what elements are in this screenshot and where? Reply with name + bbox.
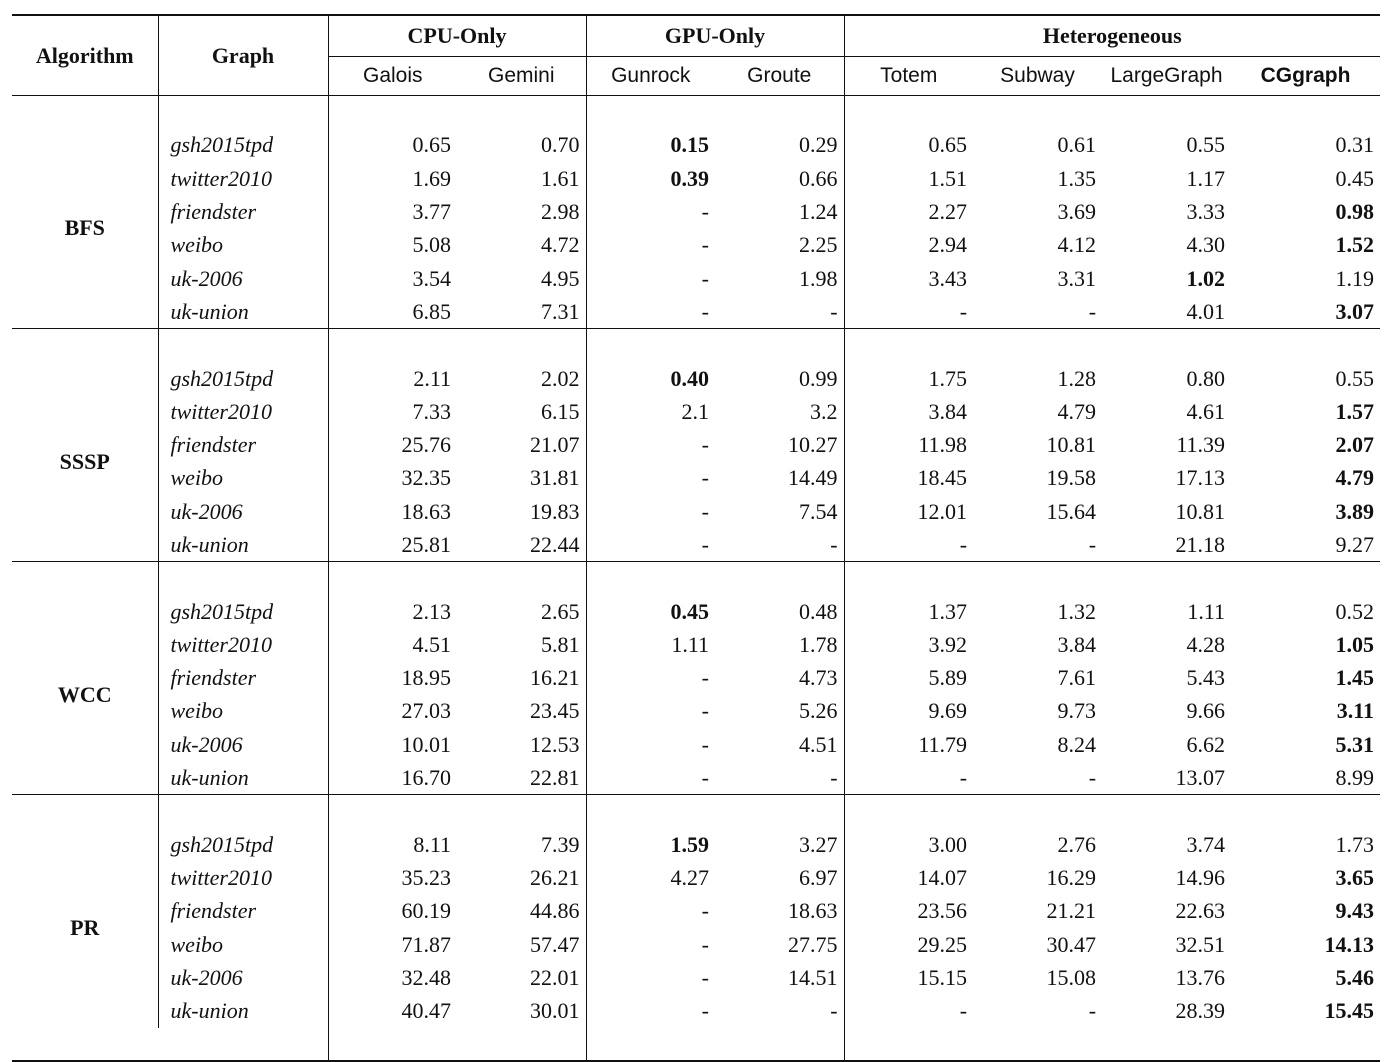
graph-name: friendster xyxy=(158,428,328,461)
runtime-cell: - xyxy=(959,298,968,324)
runtime-cell: 10.81 xyxy=(1175,498,1226,524)
runtime-cell: 15.45 xyxy=(1324,998,1375,1024)
runtime-cell: - xyxy=(1088,998,1097,1024)
runtime-cell: 31.81 xyxy=(457,462,586,495)
runtime-cell: 3.69 xyxy=(1057,199,1097,225)
runtime-cell: 1.11 xyxy=(1187,598,1226,624)
runtime-cell: 3.43 xyxy=(928,265,968,291)
runtime-cell: - xyxy=(701,764,709,790)
runtime-cell: 22.81 xyxy=(457,761,586,794)
runtime-cell: 3.65 xyxy=(1335,864,1375,890)
graph-name: twitter2010 xyxy=(158,395,328,428)
runtime-cell: 4.61 xyxy=(1186,398,1226,424)
runtime-cell: 4.30 xyxy=(1186,232,1226,258)
runtime-cell: 4.73 xyxy=(715,662,844,695)
runtime-cell: 18.95 xyxy=(401,665,451,691)
table-row xyxy=(12,995,1380,1028)
runtime-cell: 8.24 xyxy=(1057,731,1097,757)
runtime-cell: 2.94 xyxy=(928,232,968,258)
runtime-cell: 5.89 xyxy=(928,665,968,691)
runtime-cell: 2.76 xyxy=(1057,831,1097,857)
runtime-cell: 6.85 xyxy=(412,298,451,324)
table-row xyxy=(12,162,1380,195)
runtime-cell: 18.45 xyxy=(917,465,968,491)
table-row xyxy=(12,395,1380,428)
runtime-cell: 7.31 xyxy=(457,295,586,328)
header-group-heterogeneous: Heterogeneous xyxy=(844,15,1380,57)
runtime-cell: 4.27 xyxy=(670,864,709,890)
runtime-comparison-table xyxy=(12,14,1380,1062)
runtime-cell: 4.51 xyxy=(412,631,451,657)
runtime-cell: 15.64 xyxy=(1046,498,1097,524)
section-spacer xyxy=(12,562,1380,595)
runtime-cell: 1.28 xyxy=(1057,365,1097,391)
runtime-cell: 0.29 xyxy=(715,129,844,162)
header-system: Subway xyxy=(1000,64,1075,87)
runtime-cell: 3.84 xyxy=(1057,631,1097,657)
runtime-cell: 0.48 xyxy=(715,595,844,628)
runtime-cell: 14.07 xyxy=(917,864,968,890)
results-table-container xyxy=(12,14,1380,1062)
table-row xyxy=(12,761,1380,794)
runtime-cell: - xyxy=(701,265,709,291)
runtime-cell: 32.48 xyxy=(401,964,451,990)
runtime-cell: - xyxy=(701,298,709,324)
table-row xyxy=(12,895,1380,928)
runtime-cell: 71.87 xyxy=(401,931,451,957)
runtime-cell: 0.55 xyxy=(1335,365,1375,391)
table-row xyxy=(12,195,1380,228)
runtime-cell: 0.70 xyxy=(457,129,586,162)
runtime-cell: 2.07 xyxy=(1335,432,1375,458)
runtime-cell: - xyxy=(715,995,844,1028)
header-system: LargeGraph xyxy=(1110,64,1223,87)
graph-name: gsh2015tpd xyxy=(158,362,328,395)
table-body xyxy=(12,96,1380,1062)
runtime-cell: 5.26 xyxy=(715,695,844,728)
runtime-cell: 1.51 xyxy=(928,165,968,191)
runtime-cell: 7.54 xyxy=(715,495,844,528)
runtime-cell: 8.11 xyxy=(413,831,451,857)
runtime-cell: 1.75 xyxy=(928,365,968,391)
runtime-cell: 12.01 xyxy=(917,498,968,524)
runtime-cell: 1.69 xyxy=(412,165,451,191)
runtime-cell: 18.63 xyxy=(401,498,451,524)
runtime-cell: 3.92 xyxy=(928,631,968,657)
runtime-cell: 14.96 xyxy=(1175,864,1226,890)
runtime-cell: - xyxy=(715,295,844,328)
graph-name: twitter2010 xyxy=(158,162,328,195)
table-row xyxy=(12,428,1380,461)
table-row xyxy=(12,229,1380,262)
graph-name: weibo xyxy=(158,229,328,262)
runtime-cell: 4.12 xyxy=(1057,232,1097,258)
runtime-cell: 25.76 xyxy=(401,432,451,458)
table-row xyxy=(12,662,1380,695)
runtime-cell: 1.98 xyxy=(715,262,844,295)
runtime-cell: 19.58 xyxy=(1046,465,1097,491)
graph-name: weibo xyxy=(158,928,328,961)
runtime-cell: 4.79 xyxy=(1335,465,1375,491)
runtime-cell: 0.55 xyxy=(1186,132,1226,158)
graph-name: friendster xyxy=(158,662,328,695)
runtime-cell: 0.65 xyxy=(928,132,968,158)
runtime-cell: - xyxy=(1088,298,1097,324)
runtime-cell: 16.29 xyxy=(1046,864,1097,890)
runtime-cell: 9.73 xyxy=(1057,698,1097,724)
graph-name: friendster xyxy=(158,895,328,928)
runtime-cell: 15.15 xyxy=(917,964,968,990)
header-system: Totem xyxy=(880,64,938,87)
runtime-cell: 5.08 xyxy=(412,232,451,258)
runtime-cell: 0.66 xyxy=(715,162,844,195)
runtime-cell: 11.79 xyxy=(918,731,968,757)
runtime-cell: 9.27 xyxy=(1335,531,1375,557)
section-spacer xyxy=(12,96,1380,129)
runtime-cell: 2.1 xyxy=(681,398,709,424)
runtime-cell: 11.39 xyxy=(1176,432,1226,458)
runtime-cell: 23.56 xyxy=(917,898,968,924)
runtime-cell: 11.98 xyxy=(918,432,968,458)
runtime-cell: 14.51 xyxy=(715,961,844,994)
runtime-cell: 27.75 xyxy=(715,928,844,961)
section-spacer xyxy=(12,329,1380,362)
runtime-cell: 23.45 xyxy=(457,695,586,728)
runtime-cell: - xyxy=(715,528,844,561)
header-algorithm: Algorithm xyxy=(12,15,158,96)
runtime-cell: 3.84 xyxy=(928,398,968,424)
graph-name: friendster xyxy=(158,195,328,228)
runtime-cell: - xyxy=(701,498,709,524)
runtime-cell: 4.95 xyxy=(457,262,586,295)
runtime-cell: 22.44 xyxy=(457,528,586,561)
runtime-cell: 2.13 xyxy=(412,598,451,624)
runtime-cell: 1.24 xyxy=(715,195,844,228)
runtime-cell: 6.97 xyxy=(715,861,844,894)
runtime-cell: 3.2 xyxy=(715,395,844,428)
runtime-cell: 5.43 xyxy=(1186,665,1226,691)
runtime-cell: 1.52 xyxy=(1335,232,1375,258)
runtime-cell: 9.69 xyxy=(928,698,968,724)
runtime-cell: - xyxy=(715,761,844,794)
table-row xyxy=(12,928,1380,961)
runtime-cell: 32.35 xyxy=(401,465,451,491)
algorithm-label: PR xyxy=(12,828,158,1028)
runtime-cell: 57.47 xyxy=(457,928,586,961)
runtime-cell: 1.73 xyxy=(1335,831,1375,857)
graph-name: gsh2015tpd xyxy=(158,129,328,162)
runtime-cell: 16.70 xyxy=(401,764,451,790)
graph-name: weibo xyxy=(158,695,328,728)
runtime-cell: 0.40 xyxy=(670,365,709,391)
graph-name: uk-2006 xyxy=(158,495,328,528)
header-group-gpu: GPU-Only xyxy=(586,15,844,57)
runtime-cell: 16.21 xyxy=(457,662,586,695)
runtime-cell: 10.01 xyxy=(401,731,451,757)
table-row xyxy=(12,495,1380,528)
runtime-cell: 32.51 xyxy=(1175,931,1226,957)
table-row xyxy=(12,695,1380,728)
runtime-cell: 1.05 xyxy=(1335,631,1375,657)
graph-name: twitter2010 xyxy=(158,861,328,894)
runtime-cell: 17.13 xyxy=(1175,465,1226,491)
runtime-cell: 13.07 xyxy=(1175,764,1226,790)
runtime-cell: 0.99 xyxy=(715,362,844,395)
runtime-cell: 2.25 xyxy=(715,229,844,262)
table-row xyxy=(12,462,1380,495)
table-row xyxy=(12,861,1380,894)
runtime-cell: 30.47 xyxy=(1046,931,1097,957)
table-row xyxy=(12,295,1380,328)
runtime-cell: 0.98 xyxy=(1335,199,1375,225)
runtime-cell: 3.27 xyxy=(715,828,844,861)
runtime-cell: 3.07 xyxy=(1335,298,1375,324)
header-system: Gemini xyxy=(457,57,586,96)
runtime-cell: 0.80 xyxy=(1186,365,1226,391)
runtime-cell: 2.02 xyxy=(457,362,586,395)
runtime-cell: 3.00 xyxy=(928,831,968,857)
runtime-cell: 2.27 xyxy=(928,199,968,225)
runtime-cell: 28.39 xyxy=(1175,998,1226,1024)
runtime-cell: 0.52 xyxy=(1335,598,1375,624)
runtime-cell: 1.11 xyxy=(671,631,709,657)
runtime-cell: 0.65 xyxy=(412,132,451,158)
runtime-cell: 1.32 xyxy=(1057,598,1097,624)
runtime-cell: - xyxy=(701,665,709,691)
runtime-cell: 21.07 xyxy=(457,428,586,461)
table-row xyxy=(12,961,1380,994)
runtime-cell: 3.33 xyxy=(1186,199,1226,225)
header-system-cggraph: CGgraph xyxy=(1260,64,1351,87)
runtime-cell: 10.27 xyxy=(715,428,844,461)
graph-name: uk-union xyxy=(158,295,328,328)
runtime-cell: 8.99 xyxy=(1335,764,1375,790)
runtime-cell: 9.43 xyxy=(1335,898,1375,924)
runtime-cell: 4.51 xyxy=(715,728,844,761)
runtime-cell: - xyxy=(1088,764,1097,790)
runtime-cell: - xyxy=(959,764,968,790)
runtime-cell: 1.17 xyxy=(1186,165,1226,191)
runtime-cell: 25.81 xyxy=(401,531,451,557)
runtime-cell: - xyxy=(701,465,709,491)
graph-name: uk-2006 xyxy=(158,961,328,994)
runtime-cell: 27.03 xyxy=(401,698,451,724)
runtime-cell: 0.45 xyxy=(1335,165,1375,191)
graph-name: uk-2006 xyxy=(158,728,328,761)
runtime-cell: 0.45 xyxy=(670,598,709,624)
runtime-cell: 2.11 xyxy=(413,365,451,391)
runtime-cell: 0.61 xyxy=(1057,132,1097,158)
runtime-cell: - xyxy=(701,199,709,225)
runtime-cell: 4.79 xyxy=(1057,398,1097,424)
graph-name: uk-union xyxy=(158,761,328,794)
header-system: Gunrock xyxy=(611,64,691,87)
runtime-cell: 1.37 xyxy=(928,598,968,624)
runtime-cell: 21.21 xyxy=(1046,898,1097,924)
runtime-cell: 22.01 xyxy=(457,961,586,994)
table-row xyxy=(12,595,1380,628)
runtime-cell: - xyxy=(701,964,709,990)
runtime-cell: 5.46 xyxy=(1335,964,1375,990)
runtime-cell: 3.89 xyxy=(1335,498,1375,524)
runtime-cell: 7.61 xyxy=(1057,665,1097,691)
graph-name: uk-union xyxy=(158,995,328,1028)
table-row xyxy=(12,262,1380,295)
runtime-cell: 35.23 xyxy=(401,864,451,890)
runtime-cell: 29.25 xyxy=(917,931,968,957)
runtime-cell: 3.11 xyxy=(1336,698,1375,724)
runtime-cell: - xyxy=(701,998,709,1024)
runtime-cell: 9.66 xyxy=(1186,698,1226,724)
runtime-cell: - xyxy=(959,998,968,1024)
graph-name: twitter2010 xyxy=(158,628,328,661)
table-row xyxy=(12,129,1380,162)
algorithm-label: WCC xyxy=(12,595,158,795)
runtime-cell: 6.62 xyxy=(1186,731,1226,757)
runtime-cell: 1.61 xyxy=(457,162,586,195)
runtime-cell: 19.83 xyxy=(457,495,586,528)
runtime-cell: 30.01 xyxy=(457,995,586,1028)
runtime-cell: 18.63 xyxy=(715,895,844,928)
runtime-cell: 5.81 xyxy=(457,628,586,661)
runtime-cell: 14.49 xyxy=(715,462,844,495)
runtime-cell: - xyxy=(701,931,709,957)
runtime-cell: 5.31 xyxy=(1335,731,1375,757)
runtime-cell: 15.08 xyxy=(1046,964,1097,990)
table-row xyxy=(12,362,1380,395)
header-group-cpu: CPU-Only xyxy=(328,15,586,57)
runtime-cell: - xyxy=(701,698,709,724)
graph-name: uk-2006 xyxy=(158,262,328,295)
runtime-cell: 4.01 xyxy=(1186,298,1226,324)
runtime-cell: 2.65 xyxy=(457,595,586,628)
runtime-cell: 3.74 xyxy=(1186,831,1226,857)
runtime-cell: 12.53 xyxy=(457,728,586,761)
table-row xyxy=(12,628,1380,661)
runtime-cell: - xyxy=(959,531,968,557)
runtime-cell: 1.19 xyxy=(1335,265,1375,291)
runtime-cell: - xyxy=(701,898,709,924)
runtime-cell: 13.76 xyxy=(1175,964,1226,990)
runtime-cell: 2.98 xyxy=(457,195,586,228)
section-spacer xyxy=(12,795,1380,828)
runtime-cell: 0.39 xyxy=(670,165,709,191)
runtime-cell: 1.02 xyxy=(1186,265,1226,291)
runtime-cell: 1.45 xyxy=(1335,665,1375,691)
runtime-cell: - xyxy=(701,432,709,458)
runtime-cell: 14.13 xyxy=(1324,931,1375,957)
runtime-cell: 1.59 xyxy=(670,831,709,857)
runtime-cell: 40.47 xyxy=(401,998,451,1024)
runtime-cell: - xyxy=(701,232,709,258)
runtime-cell: 7.39 xyxy=(457,828,586,861)
table-row xyxy=(12,728,1380,761)
table-row xyxy=(12,528,1380,561)
table-row xyxy=(12,828,1380,861)
runtime-cell: 1.35 xyxy=(1057,165,1097,191)
header-system: Groute xyxy=(715,57,844,96)
runtime-cell: - xyxy=(701,731,709,757)
runtime-cell: 26.21 xyxy=(457,861,586,894)
section-spacer xyxy=(12,1028,1380,1061)
runtime-cell: 1.57 xyxy=(1335,398,1375,424)
header-system: Galois xyxy=(362,64,423,87)
graph-name: uk-union xyxy=(158,528,328,561)
algorithm-label: BFS xyxy=(12,129,158,329)
runtime-cell: 0.31 xyxy=(1335,132,1375,158)
graph-name: gsh2015tpd xyxy=(158,828,328,861)
runtime-cell: 3.77 xyxy=(412,199,451,225)
runtime-cell: 22.63 xyxy=(1175,898,1226,924)
runtime-cell: - xyxy=(701,531,709,557)
runtime-cell: 3.31 xyxy=(1057,265,1097,291)
runtime-cell: 7.33 xyxy=(412,398,451,424)
runtime-cell: - xyxy=(1088,531,1097,557)
graph-name: weibo xyxy=(158,462,328,495)
runtime-cell: 10.81 xyxy=(1046,432,1097,458)
runtime-cell: 3.54 xyxy=(412,265,451,291)
runtime-cell: 21.18 xyxy=(1175,531,1226,557)
runtime-cell: 60.19 xyxy=(401,898,451,924)
runtime-cell: 44.86 xyxy=(457,895,586,928)
runtime-cell: 4.28 xyxy=(1186,631,1226,657)
runtime-cell: 4.72 xyxy=(457,229,586,262)
runtime-cell: 6.15 xyxy=(457,395,586,428)
algorithm-label: SSSP xyxy=(12,362,158,562)
header-graph: Graph xyxy=(158,15,328,96)
runtime-cell: 0.15 xyxy=(670,132,709,158)
graph-name: gsh2015tpd xyxy=(158,595,328,628)
runtime-cell: 1.78 xyxy=(715,628,844,661)
